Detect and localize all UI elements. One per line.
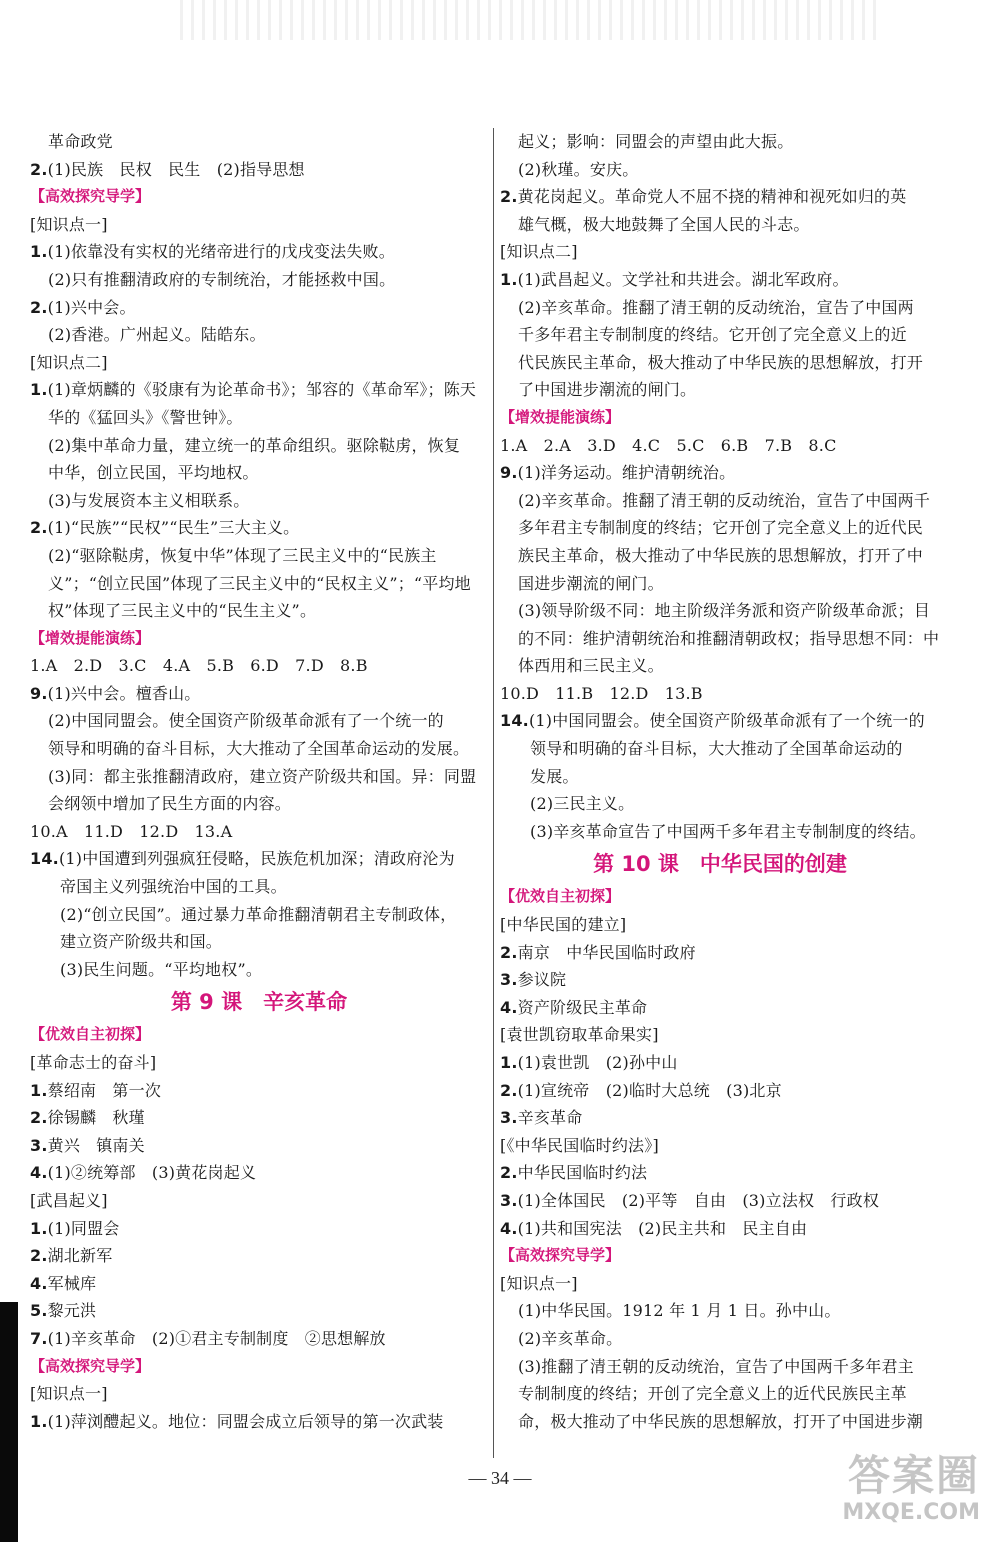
answer-line <box>30 1132 488 1160</box>
answer-line <box>500 1021 940 1049</box>
answer-text: (1)依靠没有实权的光绪帝进行的戊戌变法失败。 <box>47 242 395 262</box>
answer-text: [袁世凯窃取革命果实] <box>500 1025 659 1045</box>
answer-line <box>30 735 488 763</box>
question-number: 5. <box>30 1301 48 1321</box>
answer-text: (1)兴中会。 <box>47 297 136 317</box>
answer-line <box>500 790 940 818</box>
answer-text: [知识点二] <box>30 352 108 372</box>
answer-line <box>500 1104 940 1132</box>
answer-line <box>30 404 488 432</box>
answer-text: 会纲领中增加了民生方面的内容。 <box>48 794 292 814</box>
answer-text: (2)“创立民国”。通过暴力革命推翻清朝君主专制政体， <box>60 904 457 924</box>
answer-line <box>500 459 940 487</box>
watermark-url: MXQE.COM <box>842 1500 980 1525</box>
page-number: — 34 — <box>468 1468 532 1488</box>
answer-line <box>30 1215 488 1243</box>
answer-text: 10.D 11.B 12.D 13.B <box>500 683 703 703</box>
answer-line <box>30 459 488 487</box>
answer-text: (2)只有推翻清政府的专制统治，才能拯救中国。 <box>48 269 396 289</box>
answer-line <box>30 211 488 239</box>
answer-line <box>500 939 940 967</box>
question-number: 3. <box>30 1135 48 1155</box>
question-number: 2. <box>500 1080 518 1100</box>
answer-text: 义”；“创立民国”体现了三民主义中的“民权主义”；“平均地 <box>48 573 471 593</box>
answer-text: 专制制度的终结；开创了完全意义上的近代民族民主革 <box>518 1384 907 1404</box>
answer-line <box>500 911 940 939</box>
answer-line <box>500 735 940 763</box>
question-number: 3. <box>500 1108 518 1128</box>
answer-text: 的不同：维护清朝统治和推翻清朝政权；指导思想不同：中 <box>518 628 940 648</box>
answer-line <box>500 432 940 460</box>
answer-line <box>500 1353 940 1381</box>
answer-text: 国进步潮流的闸门。 <box>518 573 664 593</box>
question-number: 4. <box>30 1273 48 1293</box>
answer-text: (3)同：都主张推翻清政府，建立资产阶级共和国。异：同盟 <box>48 766 477 786</box>
answer-line <box>500 487 940 515</box>
answer-line <box>30 1408 488 1436</box>
section-heading: 【高效探究导学】 <box>500 1246 621 1265</box>
answer-text: 发展。 <box>530 766 579 786</box>
answer-text: (1)兴中会。檀香山。 <box>47 683 201 703</box>
answer-text: (1)中国遭到列强疯狂侵略，民族危机加深；清政府沦为 <box>58 849 455 869</box>
answer-line <box>30 156 488 184</box>
answer-line <box>500 128 940 156</box>
question-number: 9. <box>500 463 518 483</box>
answer-line <box>30 514 488 542</box>
answer-text: (1)民族 民权 民生 (2)指导思想 <box>47 159 305 179</box>
answer-line <box>30 1242 488 1270</box>
answer-line <box>30 1104 488 1132</box>
answer-text: (3)与发展资本主义相联系。 <box>48 490 250 510</box>
question-number: 1. <box>30 1218 48 1238</box>
answer-line <box>30 376 488 404</box>
answer-text: 南京 中华民国临时政府 <box>517 942 696 962</box>
question-number: 1. <box>30 1411 48 1431</box>
question-number: 2. <box>30 1246 48 1266</box>
answer-text: 蔡绍南 第一次 <box>47 1080 162 1100</box>
answer-text: 1.A 2.D 3.C 4.A 5.B 6.D 7.D 8.B <box>30 656 368 676</box>
question-number: 1. <box>500 269 518 289</box>
answer-text: (2)中国同盟会。使全国资产阶级革命派有了一个统一的 <box>48 711 444 731</box>
answer-line <box>500 211 940 239</box>
answer-line <box>30 901 488 929</box>
answer-text: 参议院 <box>517 970 567 990</box>
answer-line <box>500 1270 940 1298</box>
answer-line <box>500 514 940 542</box>
section-heading: 【高效探究导学】 <box>30 187 151 206</box>
answer-line <box>30 1187 488 1215</box>
question-number: 2. <box>500 187 518 207</box>
answer-text: (1)萍浏醴起义。地位：同盟会成立后领导的第一次武装 <box>47 1411 444 1431</box>
answer-line <box>500 625 940 653</box>
section-heading: 【增效提能演练】 <box>500 407 621 426</box>
question-number: 4. <box>500 1218 518 1238</box>
answer-text: (2)集中革命力量，建立统一的革命组织。驱除鞑虏，恢复 <box>48 435 461 455</box>
lesson-title: 第 10 课 中华民国的创建 <box>593 852 847 877</box>
answer-line <box>500 321 940 349</box>
answer-line <box>500 1077 940 1105</box>
answer-line <box>500 570 940 598</box>
question-number: 1. <box>30 1080 48 1100</box>
question-number: 2. <box>500 942 518 962</box>
answer-line <box>500 1408 940 1436</box>
section-heading: 【高效探究导学】 <box>30 1356 151 1375</box>
answer-text: (1)②统筹部 (3)黄花岗起义 <box>47 1163 257 1183</box>
answer-text: 10.A 11.D 12.D 13.A <box>30 821 233 841</box>
scan-edge-shadow <box>0 1302 18 1542</box>
answer-text: (1)共和国宪法 (2)民主共和 民主自由 <box>517 1218 808 1238</box>
answer-line <box>30 542 488 570</box>
answer-line <box>30 1049 488 1077</box>
answer-line <box>500 597 940 625</box>
answer-text: [武昌起义] <box>30 1190 108 1210</box>
answer-line <box>500 238 940 266</box>
answer-line <box>30 790 488 818</box>
answer-text: (2)辛亥革命。推翻了清王朝的反动统治，宣告了中国两千 <box>518 490 931 510</box>
answer-line <box>30 321 488 349</box>
answer-text: (1)同盟会 <box>47 1218 120 1238</box>
answer-text: 中华民国临时约法 <box>517 1163 648 1183</box>
answer-text: 领导和明确的奋斗目标，大大推动了全国革命运动的发展。 <box>48 739 470 759</box>
answer-text: (1)“民族”“民权”“民生”三大主义。 <box>47 518 300 538</box>
answer-line <box>30 873 488 901</box>
answer-text: 军械库 <box>47 1273 97 1293</box>
answer-text: 黄花岗起义。革命党人不屈不挠的精神和视死如归的英 <box>517 187 907 207</box>
answer-text: (1)全体国民 (2)平等 自由 (3)立法权 行政权 <box>517 1190 880 1210</box>
answer-text: (2)三民主义。 <box>530 794 635 814</box>
answer-text: 徐锡麟 秋瑾 <box>47 1108 145 1128</box>
answer-line <box>500 680 940 708</box>
answer-line <box>500 1187 940 1215</box>
answer-line <box>500 652 940 680</box>
question-number: 1. <box>30 380 48 400</box>
answer-text: 华的《猛回头》《警世钟》。 <box>48 407 243 427</box>
answer-text: 辛亥革命 <box>517 1108 583 1128</box>
answer-line <box>30 1325 488 1353</box>
answer-line <box>30 570 488 598</box>
answer-text: [知识点二] <box>500 242 578 262</box>
answer-line <box>30 1159 488 1187</box>
answer-text: 帝国主义列强统治中国的工具。 <box>60 877 287 897</box>
answer-line <box>500 966 940 994</box>
question-number: 4. <box>30 1163 48 1183</box>
answer-text: (2)秋瑾。安庆。 <box>518 159 639 179</box>
lesson-title: 第 9 课 辛亥革命 <box>170 990 348 1015</box>
answer-line <box>30 818 488 846</box>
question-number: 14. <box>500 711 529 731</box>
answer-line <box>500 1325 940 1353</box>
answer-line <box>500 707 940 735</box>
answer-text: 了中国进步潮流的闸门。 <box>518 380 697 400</box>
answer-line <box>30 707 488 735</box>
answer-text: (2)辛亥革命。 <box>518 1328 623 1348</box>
answer-line <box>500 294 940 322</box>
answer-line <box>30 294 488 322</box>
answer-text: (1)洋务运动。维护清朝统治。 <box>517 463 736 483</box>
answer-text: 体西用和三民主义。 <box>518 656 664 676</box>
answer-line <box>500 1297 940 1325</box>
answer-text: (3)领导阶级不同：地主阶级洋务派和资产阶级革命派；目 <box>518 601 931 621</box>
answer-text: (1)辛亥革命 (2)①君主专制制度 ②思想解放 <box>47 1328 386 1348</box>
question-number: 7. <box>30 1328 48 1348</box>
left-column <box>30 128 488 1435</box>
answer-text: [革命志士的奋斗] <box>30 1053 157 1072</box>
answer-text: 起义；影响：同盟会的声望由此大振。 <box>518 132 794 151</box>
answer-line <box>30 956 488 984</box>
answer-text: (1)袁世凯 (2)孙中山 <box>517 1053 678 1072</box>
answer-line <box>30 266 488 294</box>
answer-line <box>500 542 940 570</box>
right-column <box>500 128 940 1435</box>
answer-text: 中华，创立民国，平均地权。 <box>48 463 259 483</box>
answer-text: 雄气概，极大地鼓舞了全国人民的斗志。 <box>518 214 810 234</box>
answer-line <box>500 1049 940 1077</box>
question-number: 2. <box>500 1163 518 1183</box>
answer-line <box>30 763 488 791</box>
question-number: 14. <box>30 849 59 869</box>
answer-text: 建立资产阶级共和国。 <box>60 932 223 952</box>
question-number: 3. <box>500 970 518 990</box>
answer-text: (1)武昌起义。文学社和共进会。湖北军政府。 <box>517 269 849 289</box>
question-number: 2. <box>30 297 48 317</box>
answer-line <box>500 1215 940 1243</box>
answer-line <box>500 266 940 294</box>
question-number: 2. <box>30 1108 48 1128</box>
answer-line <box>30 845 488 873</box>
answer-text: (1)宣统帝 (2)临时大总统 (3)北京 <box>517 1080 782 1100</box>
answer-text: (3)辛亥革命宣告了中国两千多年君主专制制度的终结。 <box>530 821 926 841</box>
answer-line <box>30 128 488 156</box>
answer-text: 千多年君主专制制度的终结。它开创了完全意义上的近 <box>518 325 907 345</box>
answer-text: (1)章炳麟的《驳康有为论革命书》；邹容的《革命军》；陈天 <box>47 380 477 400</box>
section-heading: 【优效自主初探】 <box>30 1025 151 1044</box>
answer-line <box>500 349 940 377</box>
answer-line <box>30 597 488 625</box>
answer-line <box>30 432 488 460</box>
question-number: 9. <box>30 683 48 703</box>
answer-line <box>500 376 940 404</box>
answer-text: 权”体现了三民主义中的“民生主义”。 <box>48 601 317 621</box>
answer-text: (2)“驱除鞑虏，恢复中华”体现了三民主义中的“民族主 <box>48 545 437 565</box>
question-number: 1. <box>30 242 48 262</box>
question-number: 2. <box>30 159 48 179</box>
question-number: 1. <box>500 1053 518 1072</box>
watermark-text: 答案圈 <box>847 1451 980 1500</box>
question-number: 3. <box>500 1190 518 1210</box>
scan-noise <box>180 0 880 40</box>
answer-text: [中华民国的建立] <box>500 915 627 935</box>
question-number: 2. <box>30 518 48 538</box>
answer-text: (3)推翻了清王朝的反动统治，宣告了中国两千多年君主 <box>518 1356 914 1376</box>
answer-line <box>30 680 488 708</box>
answer-line <box>500 818 940 846</box>
answer-text: 多年君主专制制度的终结；它开创了完全意义上的近代民 <box>518 518 924 538</box>
answer-line <box>30 238 488 266</box>
answer-text: 黄兴 镇南关 <box>47 1135 145 1155</box>
answer-text: 资产阶级民主革命 <box>517 997 648 1017</box>
answer-line <box>30 928 488 956</box>
answer-text: [知识点一] <box>30 1384 108 1404</box>
answer-line <box>30 1270 488 1298</box>
answer-line <box>500 156 940 184</box>
answer-text: 1.A 2.A 3.D 4.C 5.C 6.B 7.B 8.C <box>500 435 837 455</box>
answer-text: 领导和明确的奋斗目标，大大推动了全国革命运动的 <box>530 739 903 759</box>
answer-line <box>500 994 940 1022</box>
answer-text: (1)中华民国。1912 年 1 月 1 日。孙中山。 <box>518 1301 841 1321</box>
column-divider <box>493 128 494 1458</box>
section-heading: 【增效提能演练】 <box>30 628 151 647</box>
answer-text: (2)香港。广州起义。陆皓东。 <box>48 325 266 345</box>
answer-line <box>30 349 488 377</box>
answer-text: (2)辛亥革命。推翻了清王朝的反动统治，宣告了中国两 <box>518 297 914 317</box>
answer-text: 代民族民主革命，极大推动了中华民族的思想解放，打开 <box>518 352 924 372</box>
answer-text: [《中华民国临时约法》] <box>500 1135 659 1155</box>
answer-line <box>500 1380 940 1408</box>
answer-line <box>500 1159 940 1187</box>
section-heading: 【优效自主初探】 <box>500 887 621 906</box>
answer-text: (3)民生问题。“平均地权”。 <box>60 959 263 979</box>
answer-text: 黎元洪 <box>47 1301 97 1321</box>
answer-line <box>30 1077 488 1105</box>
answer-line <box>500 1132 940 1160</box>
watermark-logo <box>800 1452 980 1532</box>
answer-text: [知识点一] <box>30 214 108 234</box>
answer-line <box>30 1297 488 1325</box>
answer-line <box>30 487 488 515</box>
answer-text: [知识点一] <box>500 1273 578 1293</box>
answer-text: (1)中国同盟会。使全国资产阶级革命派有了一个统一的 <box>528 711 925 731</box>
answer-line <box>30 1380 488 1408</box>
answer-text: 革命政党 <box>48 132 113 151</box>
answer-line <box>500 183 940 211</box>
question-number: 4. <box>500 997 518 1017</box>
answer-text: 族民主革命，极大推动了中华民族的思想解放，打开了中 <box>518 545 924 565</box>
answer-line <box>30 652 488 680</box>
answer-line <box>500 763 940 791</box>
answer-text: 湖北新军 <box>47 1246 113 1266</box>
answer-text: 命，极大推动了中华民族的思想解放，打开了中国进步潮 <box>518 1411 924 1431</box>
